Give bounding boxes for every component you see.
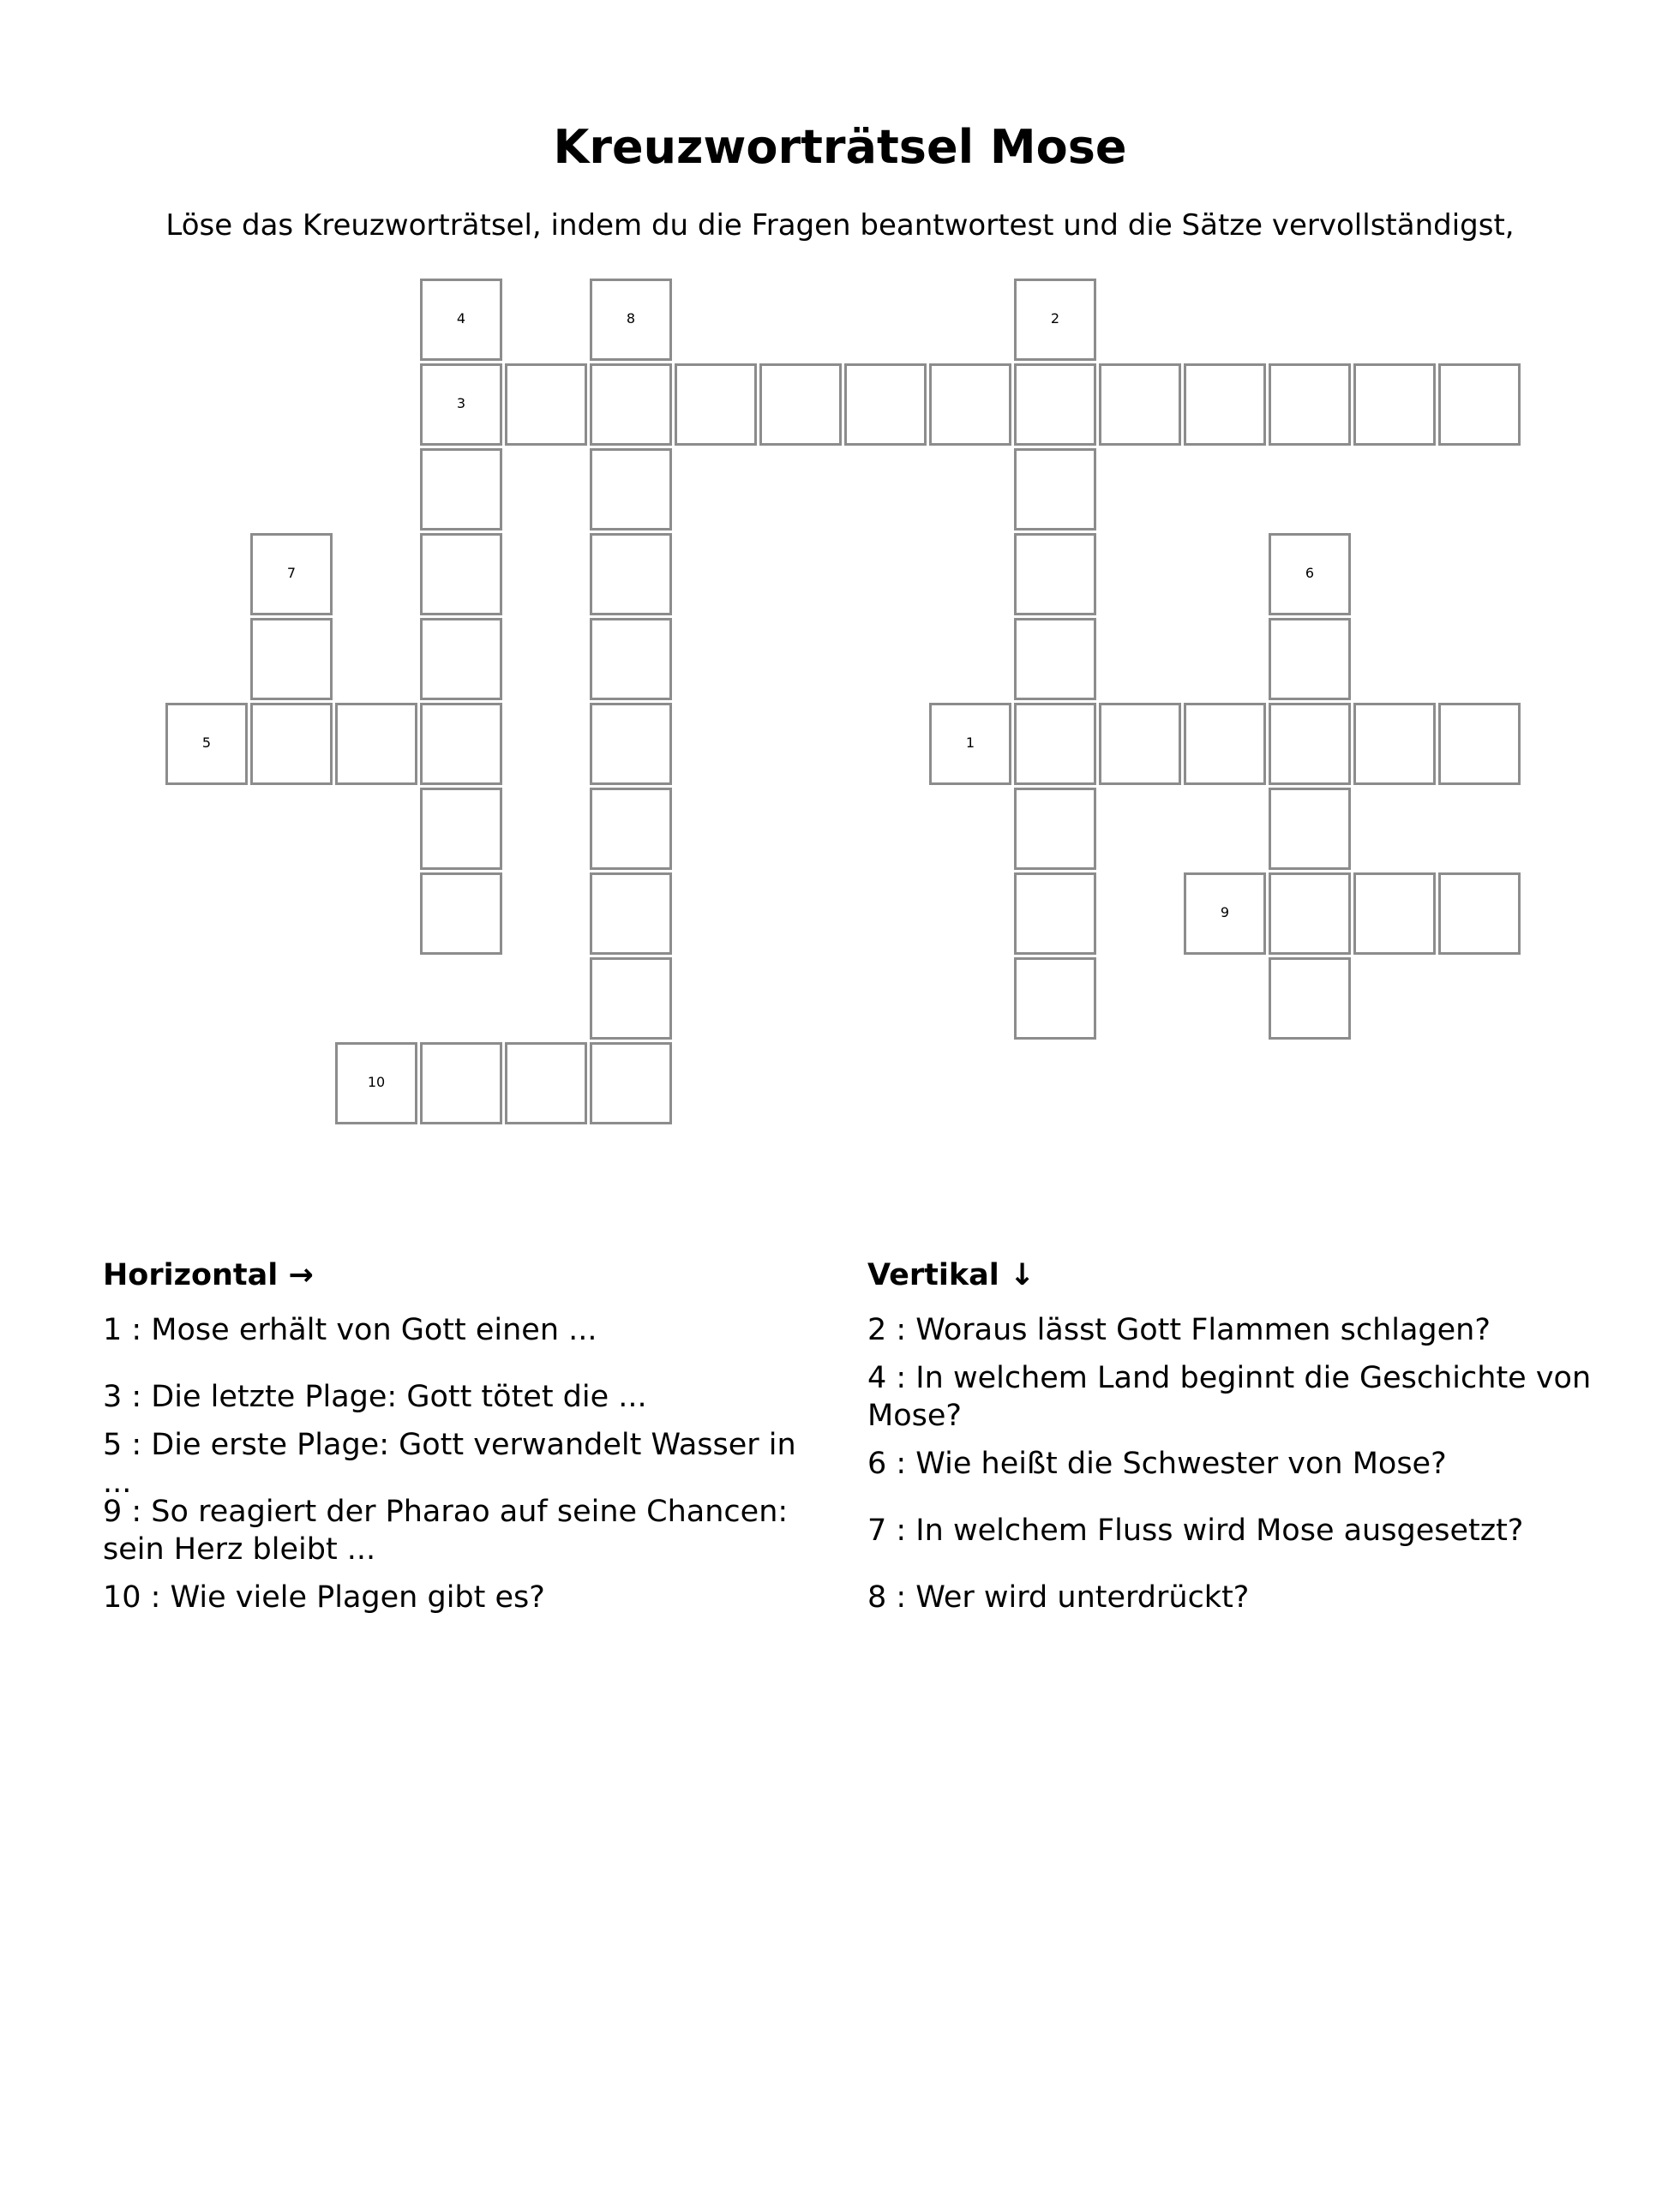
grid-cell[interactable] [250, 533, 333, 615]
clue-number: 8 [626, 310, 636, 327]
clue-h-5: 5 : Die erste Plage: Gott verwandelt Wasser in ... [103, 1428, 796, 1500]
grid-cell[interactable] [1184, 703, 1266, 785]
clue-h-10: 10 : Wie viele Plagen gibt es? [103, 1580, 545, 1615]
grid-cell[interactable] [420, 703, 502, 785]
horizontal-heading: Horizontal → [103, 1258, 314, 1292]
grid-cell[interactable] [250, 703, 333, 785]
grid-cell[interactable] [1014, 788, 1096, 870]
grid-cell[interactable] [590, 533, 672, 615]
grid-cell[interactable] [335, 1042, 417, 1124]
clue-v-6: 6 : Wie heißt die Schwester von Mose? [867, 1447, 1447, 1481]
grid-cell[interactable] [844, 363, 927, 446]
grid-cell[interactable] [1184, 363, 1266, 446]
grid-cell[interactable] [1014, 533, 1096, 615]
clue-number: 4 [456, 310, 466, 327]
grid-cell[interactable] [1269, 957, 1351, 1040]
grid-cell[interactable] [1014, 957, 1096, 1040]
clue-number: 2 [1050, 310, 1060, 327]
grid-cell[interactable] [1269, 533, 1351, 615]
grid-cell[interactable] [1014, 618, 1096, 700]
grid-cell[interactable] [590, 618, 672, 700]
grid-cell[interactable] [1099, 703, 1181, 785]
clue-v-4: 4 : In welchem Land beginnt die Geschichte von Mose? [867, 1361, 1592, 1433]
grid-cell[interactable] [165, 703, 248, 785]
grid-cell[interactable] [1353, 363, 1436, 446]
grid-cell[interactable] [420, 1042, 502, 1124]
grid-cell[interactable] [1099, 363, 1181, 446]
grid-cell[interactable] [1438, 872, 1521, 955]
grid-cell[interactable] [590, 279, 672, 361]
grid-cell[interactable] [335, 703, 417, 785]
instruction-text: Löse das Kreuzworträtsel, indem du die Fragen beantwortest und die Sätze vervollständigst, [165, 208, 1515, 243]
clue-number: 10 [367, 1074, 386, 1090]
clue-number: 7 [286, 565, 297, 581]
vertical-clues [867, 1258, 1596, 1622]
grid-cell[interactable] [250, 618, 333, 700]
grid-cell[interactable] [420, 448, 502, 531]
grid-cell[interactable] [590, 957, 672, 1040]
grid-cell[interactable] [420, 788, 502, 870]
clue-v-7: 7 : In welchem Fluss wird Mose ausgesetzt? [867, 1514, 1524, 1548]
grid-cell[interactable] [1014, 279, 1096, 361]
grid-cell[interactable] [929, 363, 1011, 446]
grid-cell[interactable] [590, 363, 672, 446]
grid-cell[interactable] [590, 1042, 672, 1124]
grid-cell[interactable] [590, 448, 672, 531]
grid-cell[interactable] [420, 279, 502, 361]
grid-cell[interactable] [1353, 872, 1436, 955]
grid-cell[interactable] [759, 363, 842, 446]
grid-cell[interactable] [1269, 703, 1351, 785]
grid-cell[interactable] [420, 533, 502, 615]
clue-number: 6 [1305, 565, 1315, 581]
grid-cell[interactable] [1014, 703, 1096, 785]
grid-cell[interactable] [1438, 363, 1521, 446]
grid-cell[interactable] [1184, 872, 1266, 955]
grid-cell[interactable] [590, 788, 672, 870]
grid-cell[interactable] [1438, 703, 1521, 785]
grid-cell[interactable] [505, 363, 587, 446]
grid-cell[interactable] [929, 703, 1011, 785]
grid-cell[interactable] [505, 1042, 587, 1124]
grid-cell[interactable] [1269, 618, 1351, 700]
clue-h-3: 3 : Die letzte Plage: Gott tötet die ... [103, 1380, 647, 1414]
grid-cell[interactable] [590, 703, 672, 785]
grid-cell[interactable] [675, 363, 757, 446]
grid-cell[interactable] [1353, 703, 1436, 785]
grid-cell[interactable] [1269, 872, 1351, 955]
grid-cell[interactable] [1014, 448, 1096, 531]
horizontal-clues [103, 1258, 831, 1622]
page-title: Kreuzworträtsel Mose [553, 120, 1127, 174]
clue-number: 1 [965, 734, 975, 751]
clue-number: 9 [1220, 904, 1230, 920]
clue-number: 5 [201, 734, 212, 751]
grid-cell[interactable] [420, 363, 502, 446]
grid-cell[interactable] [420, 872, 502, 955]
grid-cell[interactable] [1014, 363, 1096, 446]
grid-cell[interactable] [590, 872, 672, 955]
clue-number: 3 [456, 395, 466, 411]
clue-v-8: 8 : Wer wird unterdrückt? [867, 1580, 1250, 1615]
vertical-heading: Vertikal ↓ [867, 1258, 1035, 1292]
grid-cell[interactable] [1269, 788, 1351, 870]
clue-h-1: 1 : Mose erhält von Gott einen ... [103, 1313, 597, 1347]
grid-cell[interactable] [1269, 363, 1351, 446]
grid-cell[interactable] [420, 618, 502, 700]
clue-v-2: 2 : Woraus lässt Gott Flammen schlagen? [867, 1313, 1491, 1347]
grid-cell[interactable] [1014, 872, 1096, 955]
clue-h-9: 9 : So reagiert der Pharao auf seine Chancen: sein Herz bleibt ... [103, 1495, 789, 1567]
